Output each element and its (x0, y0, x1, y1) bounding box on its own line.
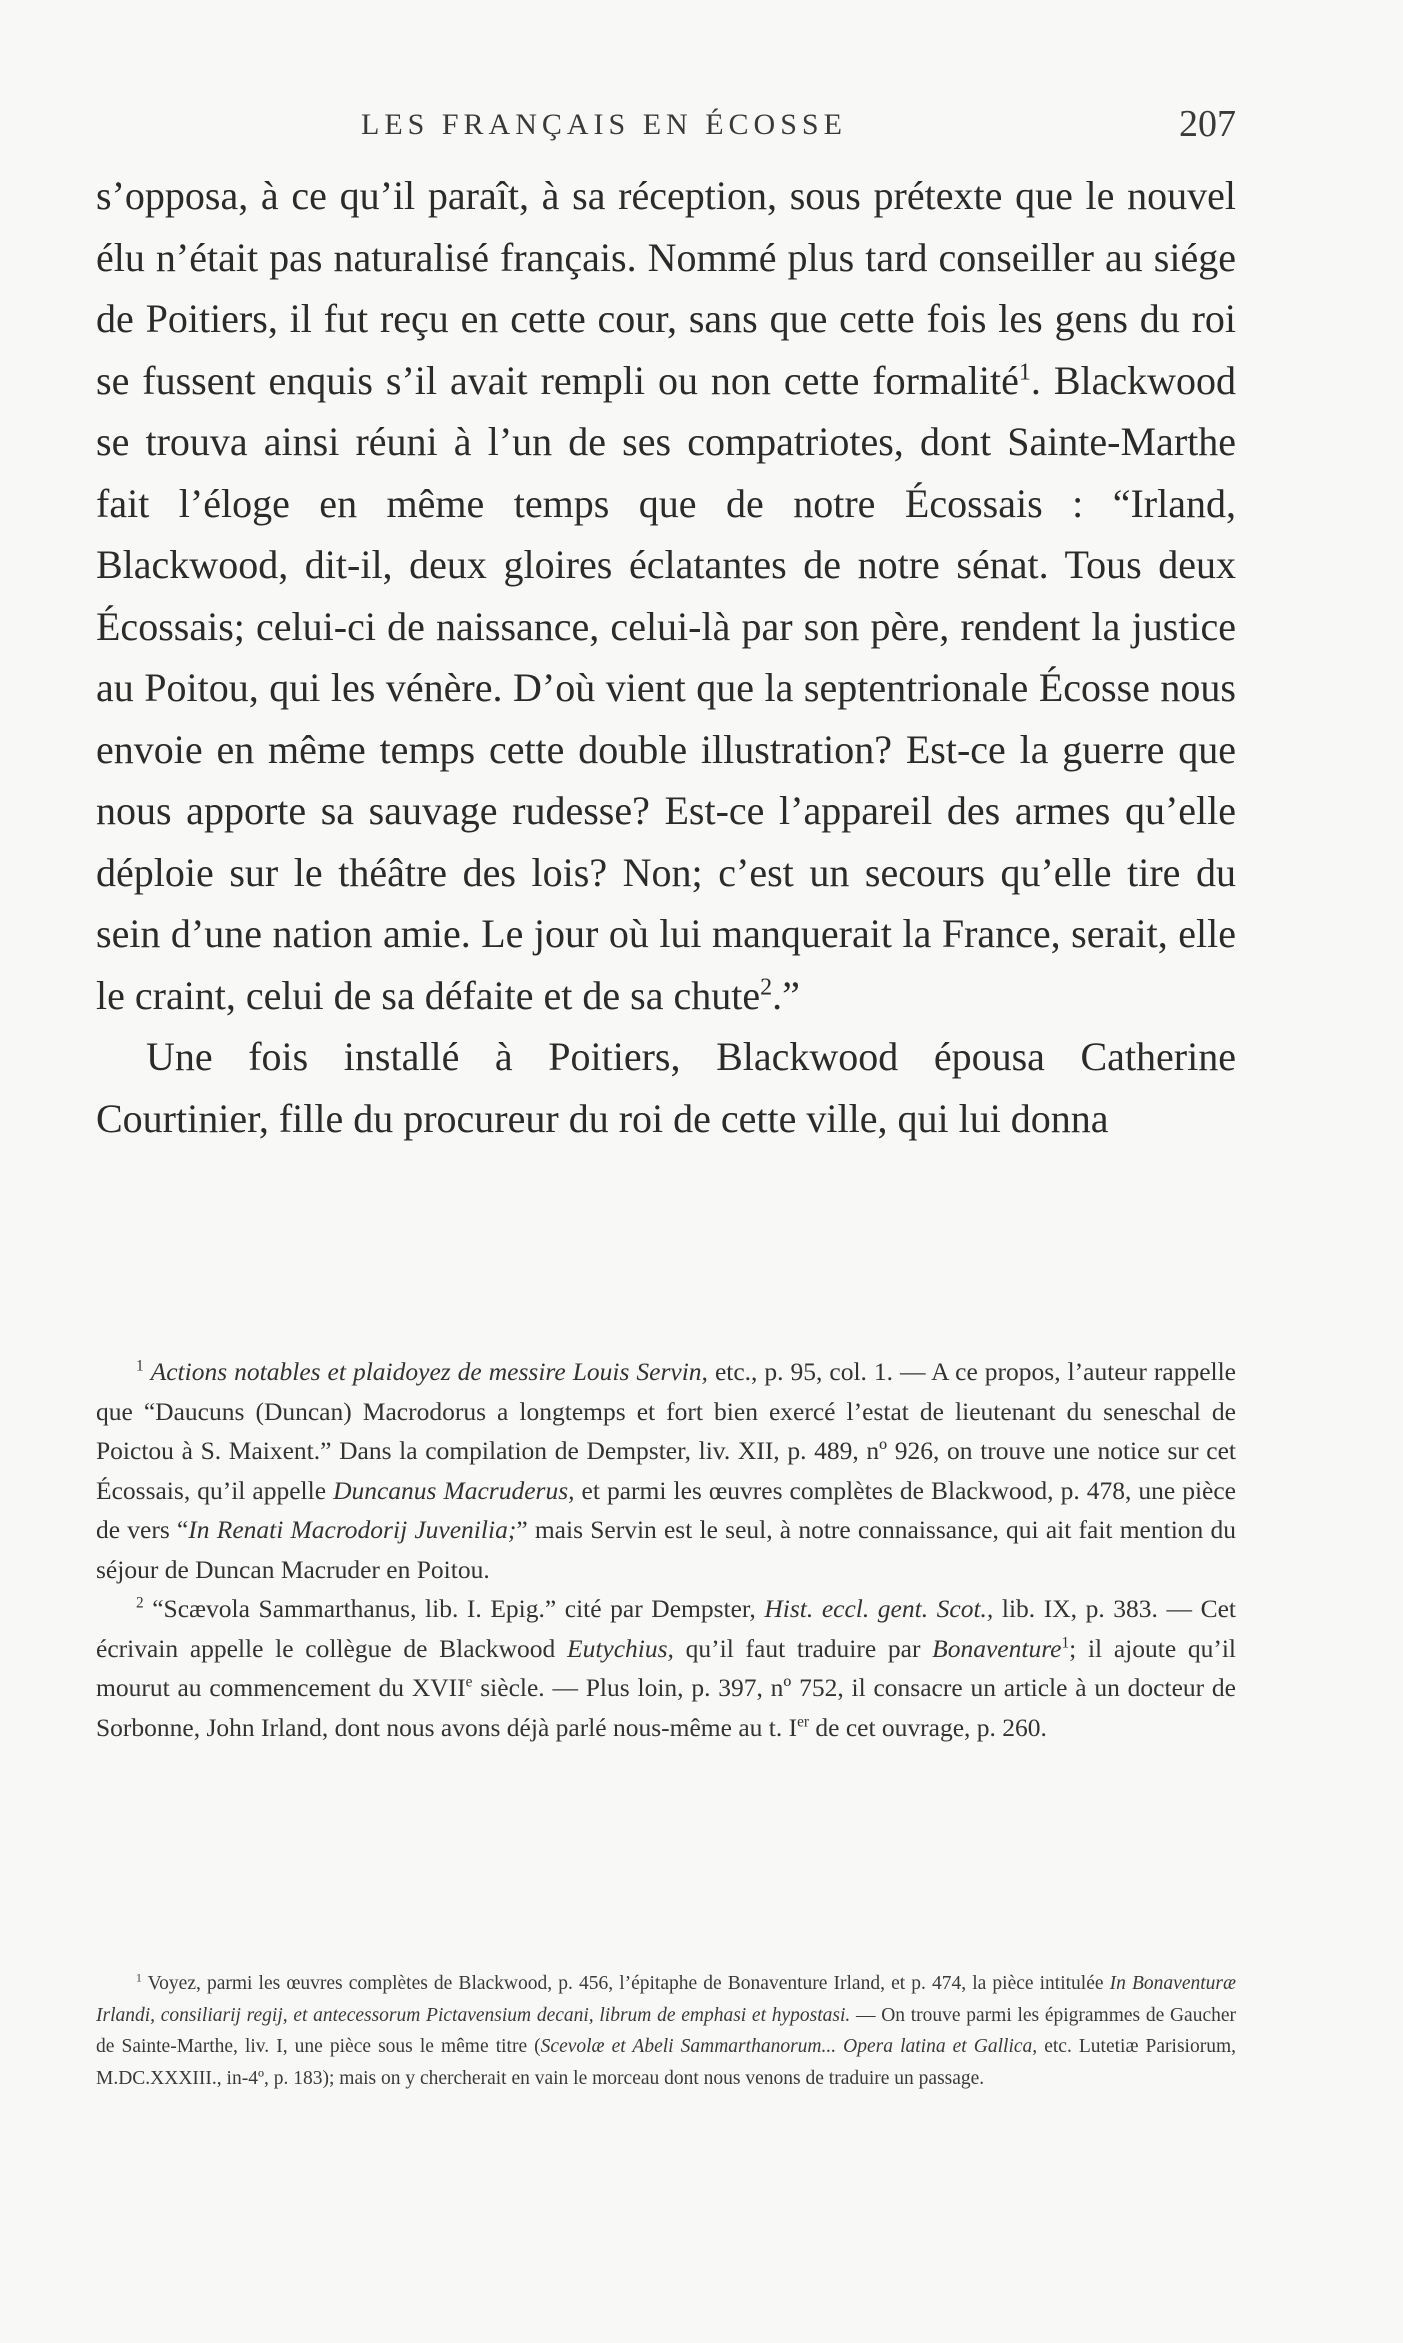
subnote-ref-1: 1 (1061, 1634, 1070, 1651)
footnote-2-italic-f: Bonaventure (932, 1633, 1062, 1663)
subnote-1-text-e: etc. Lutetiæ Parisiorum, M.DC.XXXIII., in-4º, p. 183); mais on y chercherait en vain le morceau dont nous venons de traduire un passage. (96, 2036, 1236, 2089)
footnote-2-text-g: ; il ajoute qu’il mourut au commencement du XVII (96, 1633, 1237, 1702)
footnote-1 (96, 1352, 1236, 1589)
subnote-1-italic-b: In Bonaventuræ Irlandi, consiliarij regij, et antecessorum Pictavensium decani, librum de emphasi et hypostasi. (96, 1973, 1236, 2026)
paragraph-2: Une fois installé à Poitiers, Blackwood épousa Catherine Courtinier, fille du procureur du roi de cette ville, qui lui donna (96, 1034, 1236, 1141)
footnote-2-italic-d: Eutychius, (567, 1633, 674, 1663)
subnote-1-number: 1 (136, 1971, 142, 1985)
paragraph-1-part-3: .” (772, 972, 800, 1018)
main-text (96, 165, 1236, 1149)
footnote-2-text-c: lib. IX, p. 383. — Cet écrivain appelle le collègue de Blackwood (96, 1594, 1236, 1663)
footnote-2-text-a: “Scævola Sammarthanus, lib. I. Epig.” cité par Dempster, (143, 1594, 765, 1623)
footnote-ref-2: 2 (760, 974, 773, 1001)
footnote-1-text-b: etc., p. 95, col. 1. — A ce propos, l’auteur rappelle que “Daucuns (Duncan) Macrodorus a longtemps et fort bien exercé l’estat de lieutenant du seneschal de Poictou à S. Maixent.” Dans la compilation de Dempster, liv. XII, p. 489, nº 926, on trouve une notice sur cet Écossais, qu’il appelle (96, 1357, 1236, 1505)
footnote-1-italic-a: Actions notables et plaidoyez de messire Louis Servin, (150, 1357, 708, 1386)
subnote-1-italic-d: Scevolæ et Abeli Sammarthanorum... Opera latina et Gallica, (540, 2036, 1038, 2057)
century-superscript: e (465, 1673, 473, 1691)
running-title: LES FRANÇAIS EN ÉCOSSE (361, 108, 847, 141)
footnote-2-italic-b: Hist. eccl. gent. Scot., (764, 1594, 994, 1623)
volume-superscript: er (797, 1713, 809, 1730)
running-header (96, 100, 1236, 150)
sub-footnotes (96, 1968, 1236, 2094)
footnote-2-text-i: de cet ouvrage, p. 260. (809, 1712, 1047, 1742)
subnote-1 (96, 1968, 1236, 2094)
footnotes (96, 1352, 1236, 1747)
footnote-1-italic-c: Duncanus Macruderus, (333, 1475, 575, 1505)
footnote-2-text-h: siècle. — Plus loin, p. 397, nº 752, il consacre un article à un docteur de Sorbonne, John Irland, dont nous avons déjà parlé nous-même au t. I (96, 1673, 1236, 1742)
paragraph-1-part-2: . Blackwood se trouva ainsi réuni à l’un de ses compatriotes, dont Sainte-Marthe fait l’éloge en même temps que de notre Écossais : “Irland, Blackwood, dit-il, deux gloires éclatantes de notre sénat. Tous deux Écossais; celui-ci de naissance, celui-là par son père, rendent la justice au Poitou, qui les vénère. D’où vient que la septentrionale Écosse nous envoie en même temps cette double illustration? Est-ce la guerre que nous apporte sa sauvage rudesse? Est-ce l’appareil des armes qu’elle déploie sur le théâtre des lois? Non; c’est un secours qu’elle tire du sein d’une nation amie. Le jour où lui manquerait la France, serait, elle le craint, celui de sa défaite et de sa chute (96, 357, 1236, 1018)
footnote-1-number: 1 (136, 1357, 144, 1375)
subnote-1-text-a: Voyez, parmi les œuvres complètes de Blackwood, p. 456, l’épitaphe de Bonaventure Irland, et p. 474, la pièce intitulée (141, 1973, 1110, 1994)
paragraph-1 (96, 165, 1236, 1026)
footnote-2-number: 2 (136, 1594, 144, 1612)
footnote-2-text-e: qu’il faut traduire par (673, 1633, 933, 1663)
footnote-ref-1: 1 (1018, 359, 1031, 386)
subnote-1-text-c: — On trouve parmi les épigrammes de Gaucher de Sainte-Marthe, liv. I, une pièce sous le même titre ( (96, 2004, 1237, 2057)
paragraph-1-part-1: s’opposa, à ce qu’il paraît, à sa réception, sous prétexte que le nouvel élu n’était pas naturalisé français. Nommé plus tard conseiller au siége de Poitiers, il fut reçu en cette cour, sans que cette fois les gens du roi se fussent enquis s’il avait rempli ou non cette formalité (96, 173, 1236, 403)
page-number: 207 (1179, 103, 1236, 145)
footnote-2 (96, 1589, 1236, 1747)
footnote-1-text-f: ” mais Servin est le seul, à notre connaissance, qui ait fait mention du séjour de Duncan Macruder en Poitou. (96, 1515, 1236, 1584)
book-page (96, 0, 1236, 2343)
footnote-1-italic-e: In Renati Macrodorij Juvenilia; (188, 1515, 517, 1544)
footnote-1-text-d: et parmi les œuvres complètes de Blackwood, p. 478, une pièce de vers “ (96, 1475, 1237, 1544)
